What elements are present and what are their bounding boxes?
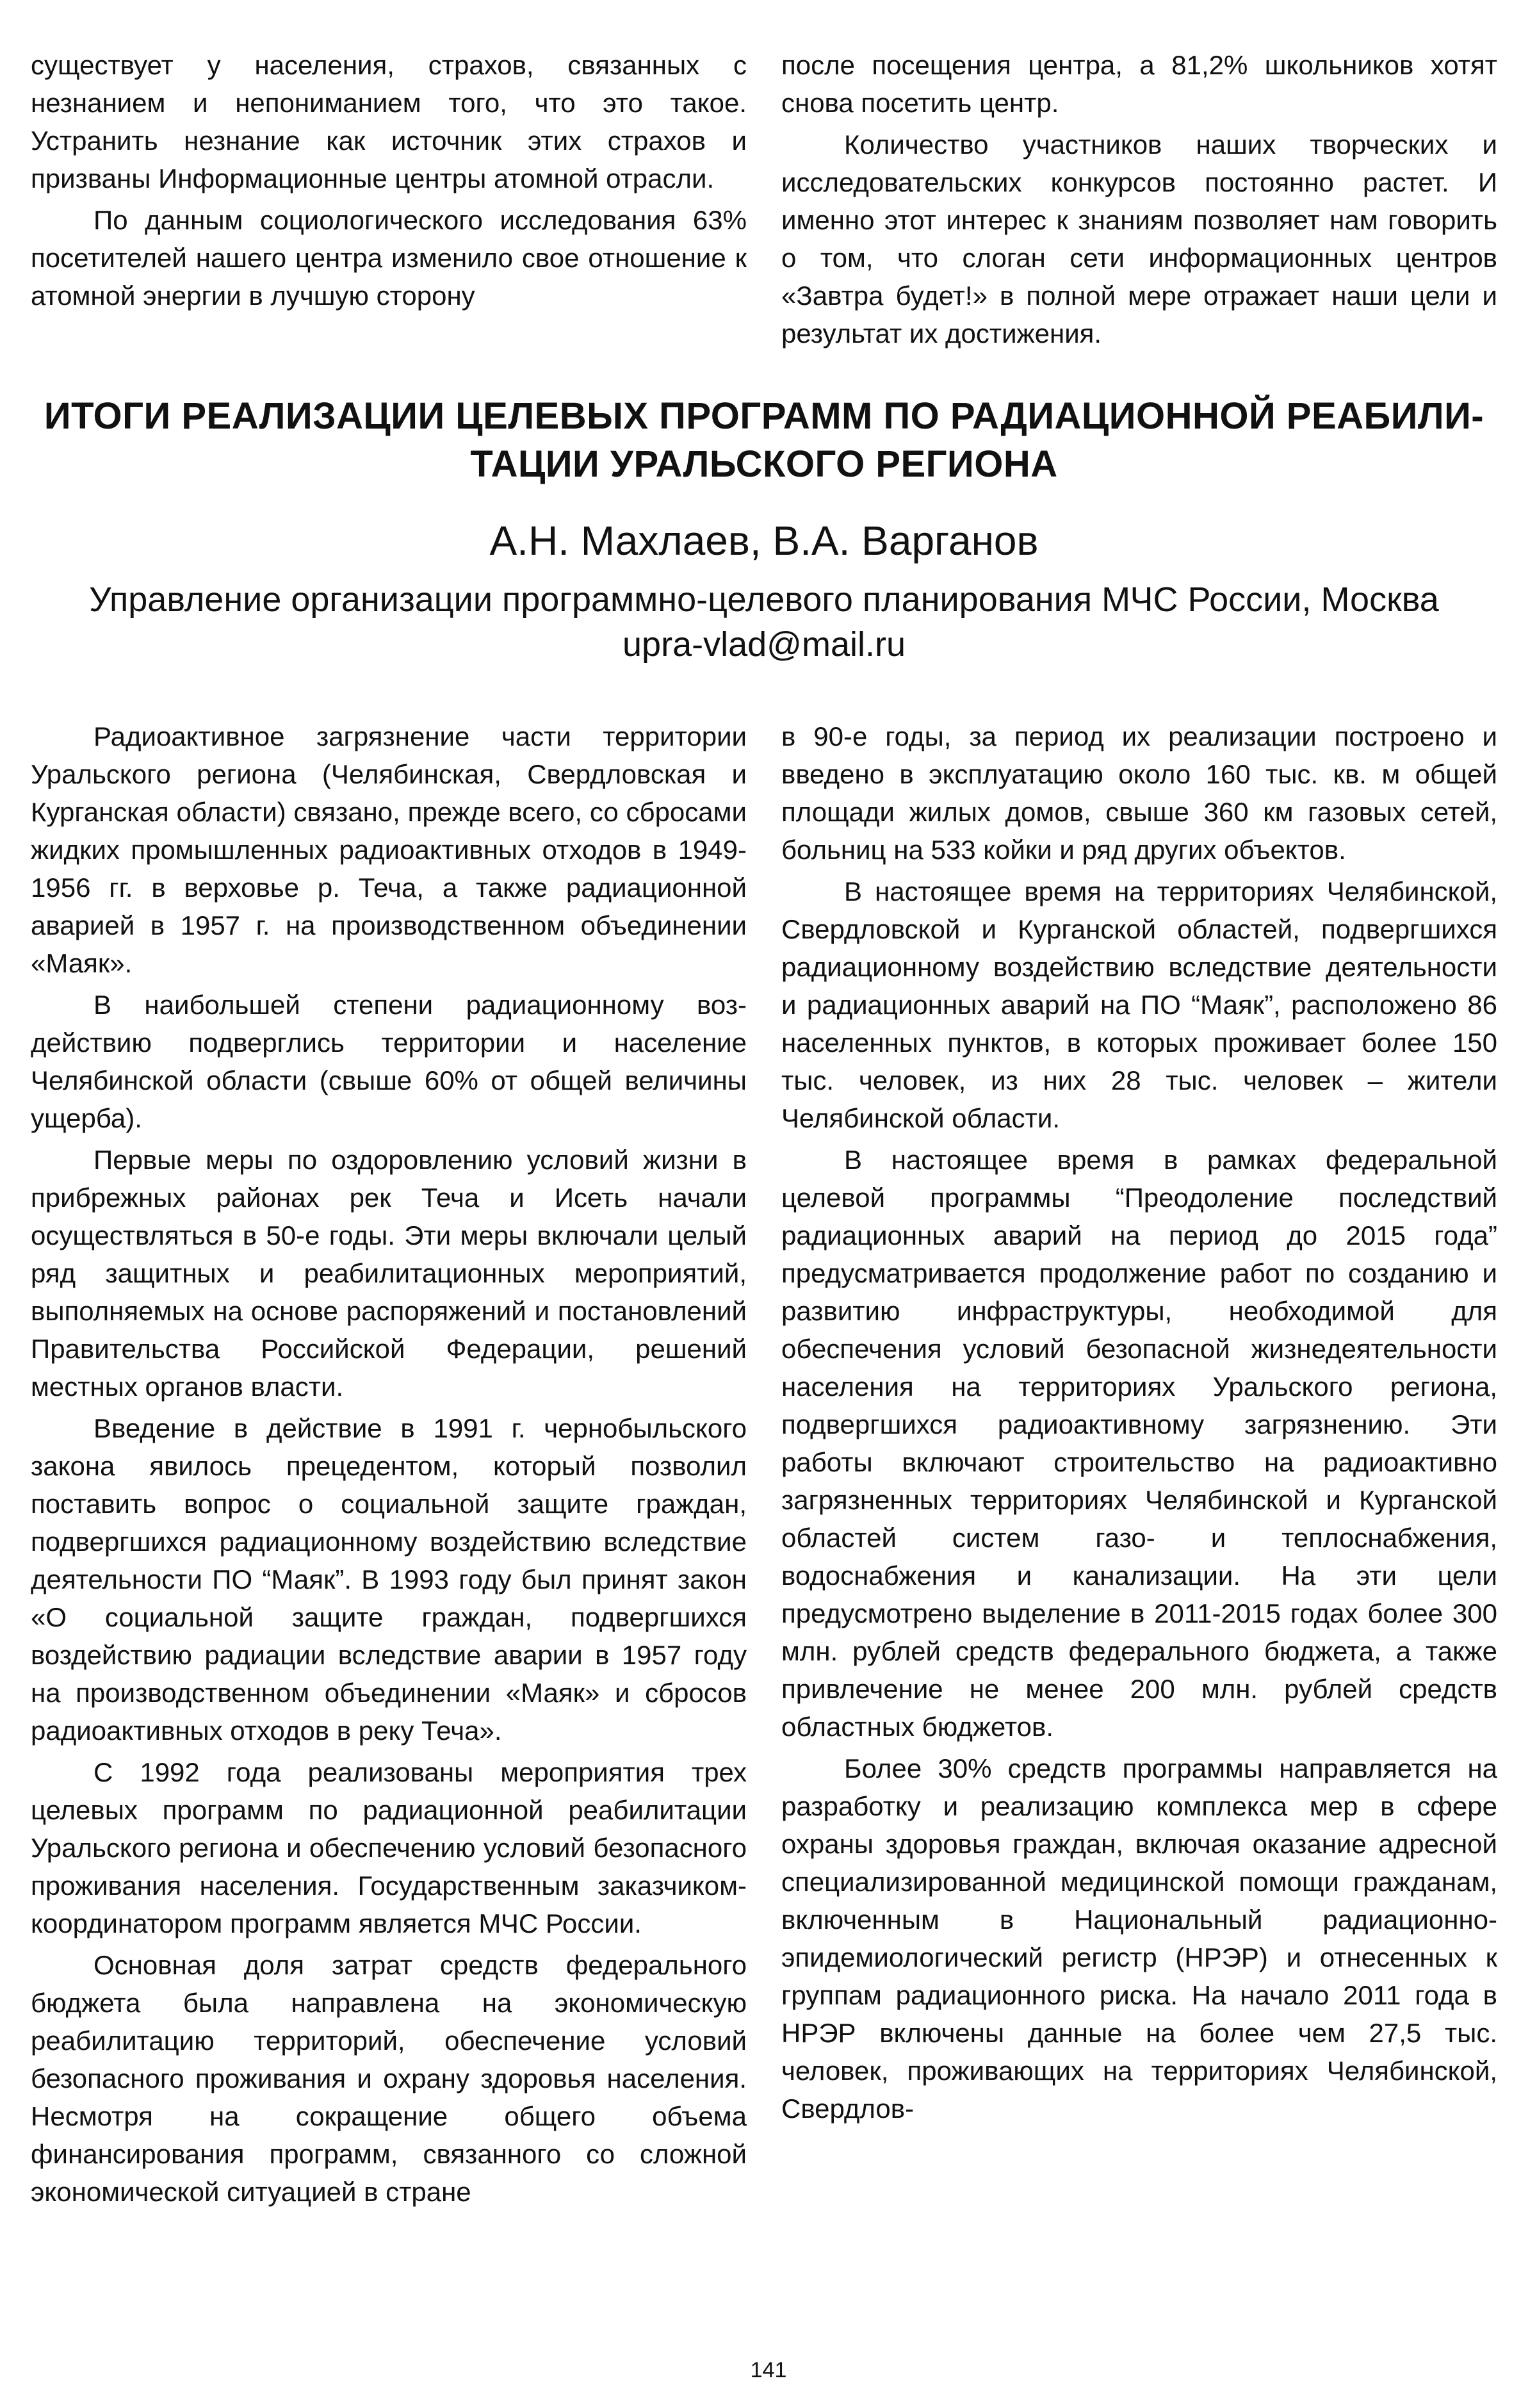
paragraph: существует у населения, страхов, связанных с незнанием и непониманием того, что это такое. Устранить незнание как источник этих страхов и призваны Информационные центры атомной отрасли. — [31, 50, 747, 193]
paragraph: С 1992 года реализованы мероприятия трех целевых программ по радиационной реабилитации Уральского региона и обеспечению условий безопасного проживания населения. Государственным заказчиком-координатором программ является МЧС России. — [31, 1757, 747, 1938]
article-affiliation: Управление организации программно-целевого планирования МЧС России, Москва — [89, 580, 1439, 619]
paragraph: В наибольшей степени радиационному воздействию подверглись территории и население Челябинской области (свыше 60% от общей величины ущерба). — [31, 990, 747, 1133]
article-email: upra-vlad@mail.ru — [622, 625, 906, 664]
paragraph: Первые меры по оздоровлению условий жизни в прибрежных районах рек Теча и Исеть начали осуществляться в 50-е годы. Эти меры включали целый ряд защитных и реабилитационных мероприятий, выполняемых на основе распоряжений и постановлений Правительства Российской Федерации, решений местных органов власти. — [31, 1145, 747, 1402]
paragraph: Радиоактивное загрязнение части территории Уральского региона (Челябинская, Свердловская и Курганская области) связано, прежде всего, со сбросами жидких промышленных радиоактивных отходов в 1949-1956 гг. в верховье р. Теча, а также радиационной аварией в 1957 г. на производственном объединении «Маяк». — [31, 721, 747, 978]
paragraph: В настоящее время на территориях Челябинской, Свердловской и Курганской областей, подвергшихся радиационному воздействию вследствие деятельности и радиационных аварий на ПО “Маяк”, расположено 86 населенных пунктов, в которых проживает более 150 тыс. человек, из них 28 тыс. человек – жители Челябинской области. — [781, 876, 1497, 1133]
article-authors: А.Н. Махлаев, В.А. Варганов — [489, 518, 1039, 564]
page-number: 141 — [750, 2358, 787, 2382]
paragraph: в 90-е годы, за период их реализации построено и введено в эксплуатацию около 160 тыс. кв. м общей площади жилых домов, свыше 360 км газовых сетей, больниц на 533 койки и ряд других объектов. — [781, 721, 1497, 865]
body-left-column — [31, 717, 747, 2215]
paragraph: Введение в действие в 1991 г. чернобыльского закона явилось прецедентом, который позволил поставить вопрос о социальной защите граждан, подвергшихся радиационному воздействию вследствие деятельности ПО “Маяк”. В 1993 году был принят закон «О социальной защите граждан, подвергшихся воздействию радиации вследствие аварии в 1957 году на производственном объединении «Маяк» и сбросов радиоактивных отходов в реку Теча». — [31, 1413, 747, 1746]
paragraph: По данным социологического исследования 63% посетителей нашего центра изменило свое отношение к атомной энергии в лучшую сторону — [31, 205, 747, 311]
paragraph: Более 30% средств программы направляется на разработку и реализацию комплекса мер в сфере охраны здоровья граждан, включая оказание адресной специализированной медицинской помощи гражданам, включенным в Национальный радиационно-эпидемиологический регистр (НРЭР) и отнесенных к группам радиационного риска. На начало 2011 года в НРЭР включены данные на более чем 27,5 тыс. человек, проживающих на территориях Челябинской, Свердлов- — [781, 1753, 1497, 2124]
article-title — [31, 392, 1497, 488]
top-right-column — [781, 46, 1497, 356]
paragraph: Количество участников наших творческих и исследовательских конкурсов постоянно растет. И именно этот интерес к знаниям позволяет нам говорить о том, что слоган сети информационных центров «Завтра будет!» в полной мере отражает наши цели и результат их достижения. — [781, 129, 1497, 348]
article-title-line-2: ТАЦИИ УРАЛЬСКОГО РЕГИОНА — [470, 443, 1058, 485]
article-title-line-1: ИТОГИ РЕАЛИЗАЦИИ ЦЕЛЕВЫХ ПРОГРАММ ПО РАДИАЦИОННОЙ РЕАБИЛИ- — [44, 395, 1484, 437]
top-left-column — [31, 46, 747, 318]
body-right-column — [781, 717, 1497, 2131]
paragraph: Основная доля затрат средств федерального бюджета была направлена на экономическую реабилитацию территорий, обеспечение условий безопасного проживания и охрану здоровья населения. Несмотря на сокращение общего объема финансирования программ, связанного со сложной экономической ситуацией в стране — [31, 1950, 747, 2207]
paragraph: после посещения центра, а 81,2% школьников хотят снова посетить центр. — [781, 50, 1497, 118]
paragraph: В настоящее время в рамках федеральной целевой программы “Преодоление последствий радиационных аварий на период до 2015 года” предусматривается продолжение работ по созданию и развитию инфраструктуры, необходимой для обеспечения условий безопасной жизнедеятельности населения на территориях Уральского региона, подвергшихся радиоактивному загрязнению. Эти работы включают строительство на радиоактивно загрязненных территориях Челябинской и Курганской областей систем газо- и теплоснабжения, водоснабжения и канализации. На эти цели предусмотрено выделение в 2011-2015 годах более 300 млн. рублей средств федерального бюджета, а также привлечение не менее 200 млн. рублей средств областных бюджетов. — [781, 1145, 1497, 1742]
